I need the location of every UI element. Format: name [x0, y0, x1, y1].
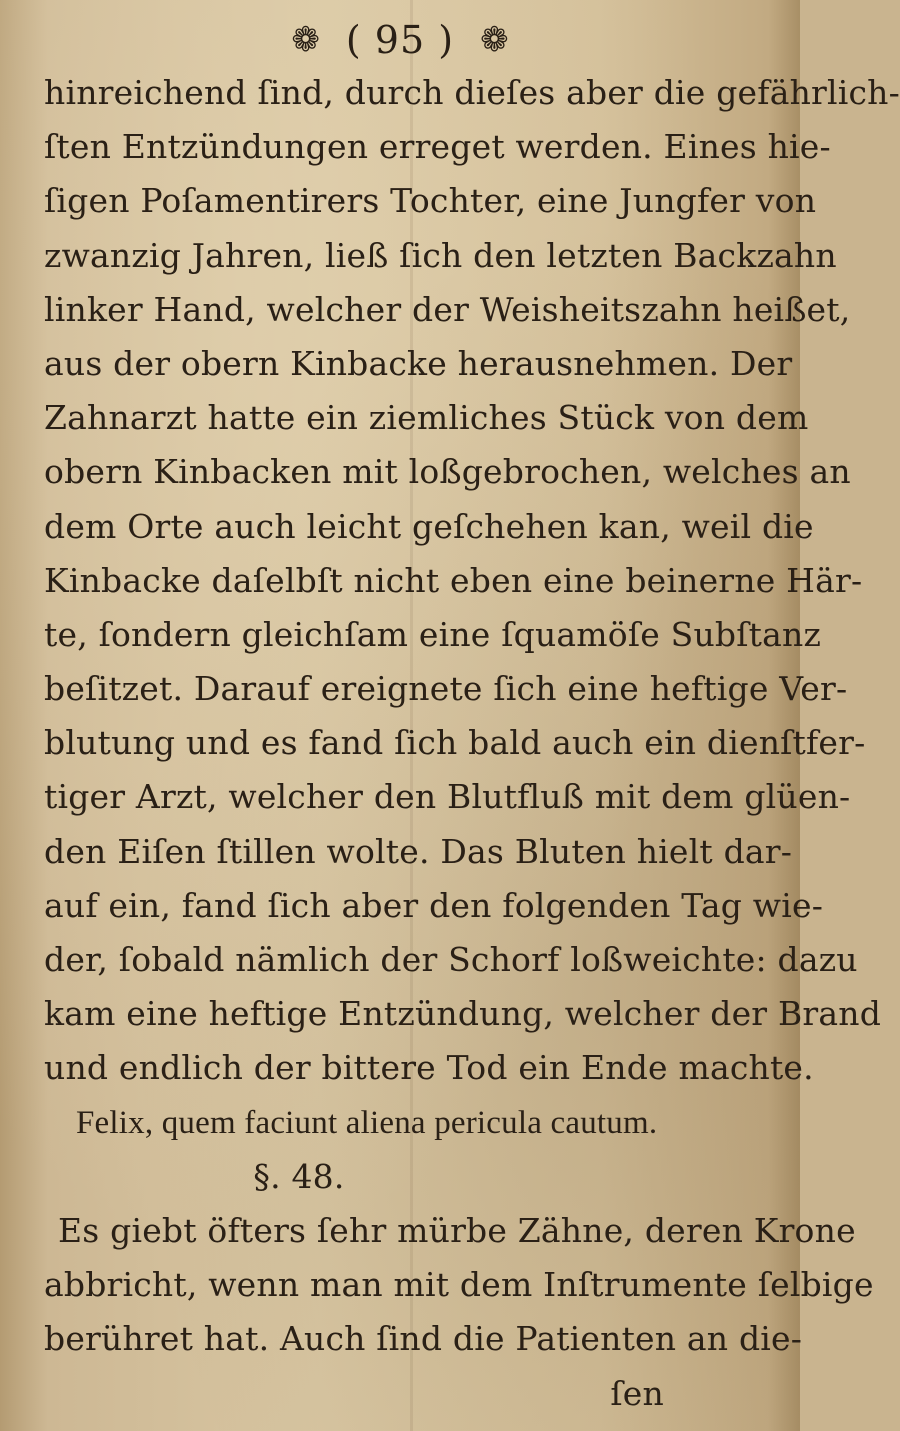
text-line: obern Kinbacken mit loßgebrochen, welches an	[44, 452, 851, 492]
catchword: ſen	[610, 1373, 664, 1413]
section-heading: §. 48.	[253, 1156, 345, 1196]
text-line: auf ein, fand ſich aber den folgenden Tag wie-	[44, 885, 824, 925]
page-body	[44, 66, 900, 1421]
text-line: blutung und es fand ſich bald auch ein dienſtfer-	[44, 723, 866, 763]
text-line: abbricht, wenn man mit dem Inſtrumente ſelbige	[44, 1265, 874, 1305]
page-header	[0, 10, 800, 70]
page-number: ( 95 )	[345, 18, 455, 62]
text-line: Es giebt öfters ſehr mürbe Zähne, deren Krone	[58, 1210, 856, 1250]
text-line: hinreichend ſind, durch dieſes aber die gefährlich-	[44, 73, 900, 112]
text-line: beſitzet. Darauf ereignete ſich eine heftige Ver-	[44, 669, 848, 709]
text-line: kam eine heftige Entzündung, welcher der Brand	[44, 994, 882, 1034]
text-line: dem Orte auch leicht geſchehen kan, weil die	[44, 506, 814, 546]
text-line: Kinbacke daſelbſt nicht eben eine beinerne Här-	[44, 560, 863, 600]
text-line: und endlich der bittere Tod ein Ende machte.	[44, 1048, 814, 1088]
text-line: tiger Arzt, welcher den Blutfluß mit dem glüen-	[44, 777, 851, 817]
text-line: ſten Entzündungen erreget werden. Eines hie-	[44, 127, 831, 167]
text-line: der, ſobald nämlich der Schorf loßweichte: dazu	[44, 940, 858, 979]
text-line: den Eiſen ſtillen wolte. Das Bluten hielt dar-	[44, 831, 793, 871]
text-line: berühret hat. Auch ſind die Patienten an die-	[44, 1319, 803, 1359]
ornament-left-icon: ❁	[291, 20, 320, 60]
latin-quote: Felix, quem faciunt aliena pericula cautum.	[76, 1104, 658, 1141]
text-line: zwanzig Jahren, ließ ſich den letzten Backzahn	[44, 235, 837, 275]
text-line: aus der obern Kinbacke herausnehmen. Der	[44, 343, 793, 383]
ornament-right-icon: ❁	[480, 20, 509, 60]
text-line: linker Hand, welcher der Weisheitszahn heißet,	[44, 289, 851, 329]
text-line: te, ſondern gleichſam eine ſquamöſe Subſtanz	[44, 614, 822, 654]
text-line: ſigen Poſamentirers Tochter, eine Jungfer von	[44, 181, 817, 221]
text-line: Zahnarzt hatte ein ziemliches Stück von dem	[44, 398, 809, 438]
